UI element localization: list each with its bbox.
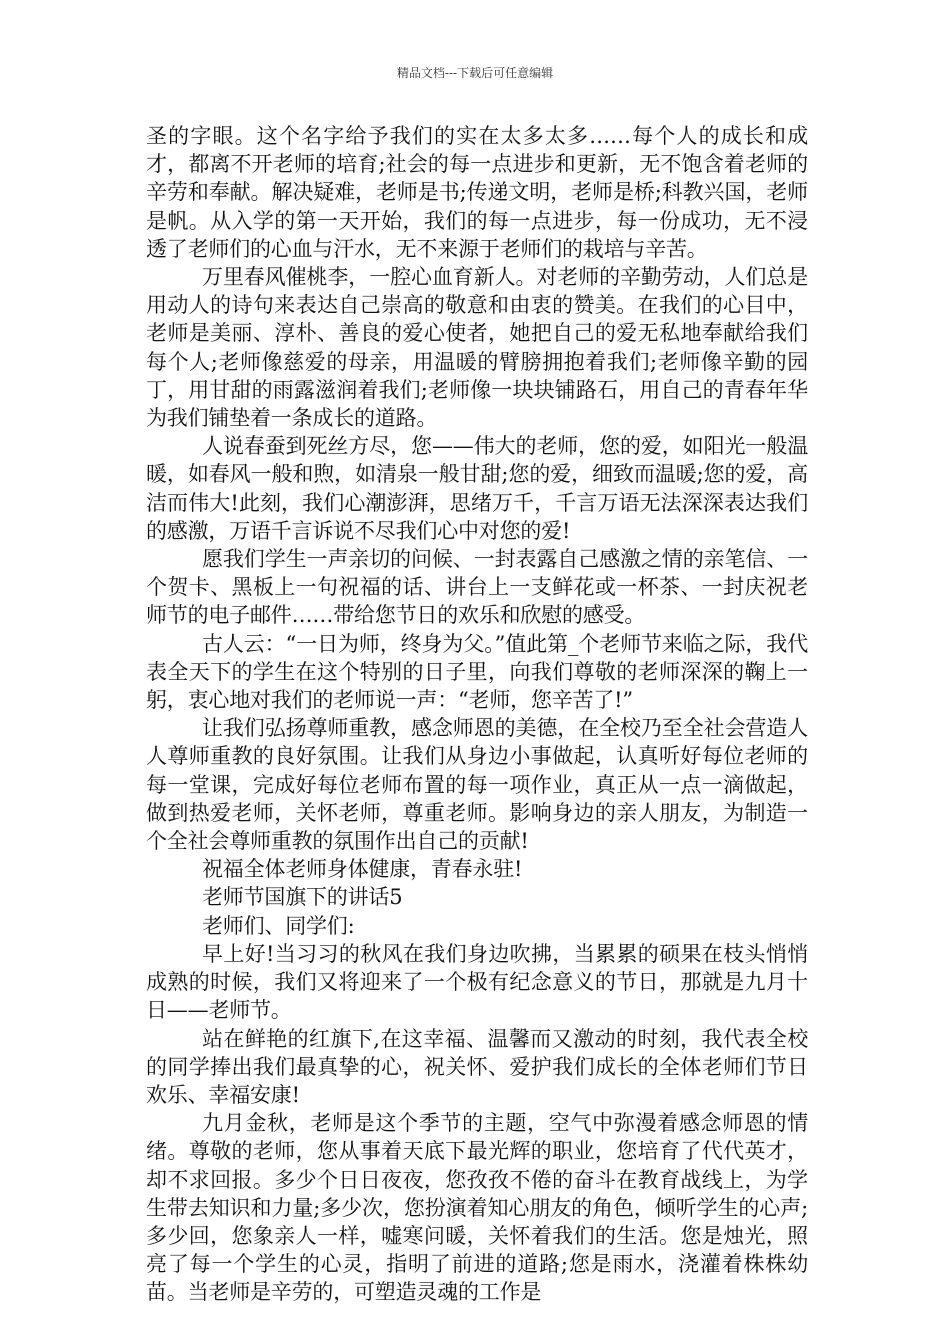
paragraph-3: 人说春蚕到死丝方尽，您——伟大的老师，您的爱，如阳光一般温暖，如春风一般和煦，如清泉一般甘甜;您的爱，细致而温暖;您的爱，高洁而伟大!此刻，我们心潮澎湃，思绪万千，千言万语无法深深表达我们的感激，万语千言诉说不尽我们心中对您的爱! xyxy=(146,434,808,543)
paragraph-7: 祝福全体老师身体健康，青春永驻! xyxy=(202,857,523,882)
paragraph-11: 站在鲜艳的红旗下,在这幸福、温馨而又激动的时刻，我代表全校的同学捧出我们最真挚的心，祝关怀、爱护我们成长的全体老师们节日欢乐、幸福安康! xyxy=(146,1026,808,1107)
paragraph-12: 九月金秋，老师是这个季节的主题，空气中弥漫着感念师恩的情绪。尊敬的老师，您从事着天底下最光辉的职业，您培育了代代英才，却不求回报。多少个日日夜夜，您孜孜不倦的奋斗在教育战线上，为学生带去知识和力量;多少次，您扮演着知心朋友的角色，倾听学生的心声;多少回，您象亲人一样，嘘寒问暖，关怀着我们的生活。您是烛光，照亮了每一个学生的心灵，指明了前进的道路;您是雨水，浇灌着株株幼苗。当老师是辛劳的，可塑造灵魂的工作是 xyxy=(146,1111,808,1305)
paragraph-5: 古人云：“一日为师，终身为父。”值此第_个老师节来临之际，我代表全天下的学生在这个特别的日子里，向我们尊敬的老师深深的鞠上一躬，衷心地对我们的老师说一声：“老师，您辛苦了!” xyxy=(146,631,808,713)
paragraph-2: 万里春风催桃李，一腔心血育新人。对老师的辛勤劳动，人们总是用动人的诗句来表达自己崇高的敬意和由衷的赞美。在我们的心目中，老师是美丽、淳朴、善良的爱心使者，她把自己的爱无私地奉献给我们每个人;老师像慈爱的母亲，用温暖的臂膀拥抱着我们;老师像辛勤的园丁，用甘甜的雨露滋润着我们;老师像一块块铺路石，用自己的青春年华为我们铺垫着一条成长的道路。 xyxy=(146,265,808,431)
paragraph-1: 圣的字眼。这个名字给予我们的实在太多太多……每个人的成长和成才，都离不开老师的培育;社会的每一点进步和更新，无不饱含着老师的辛劳和奉献。解决疑难，老师是书;传递文明，老师是桥;科教兴国，老师是帆。从入学的第一天开始，我们的每一点进步，每一份成功，无不浸透了老师们的心血与汗水，无不来源于老师们的栽培与辛苦。 xyxy=(146,124,808,261)
salutation: 老师们、同学们: xyxy=(202,913,355,938)
paragraph-4: 愿我们学生一声亲切的问候、一封表露自己感激之情的亲笔信、一个贺卡、黑板上一句祝福的话、讲台上一支鲜花或一杯茶、一封庆祝老师节的电子邮件……带给您节日的欢乐和欣慰的感受。 xyxy=(146,547,808,628)
document-body xyxy=(146,122,808,1307)
paragraph-10: 早上好!当习习的秋风在我们身边吹拂，当累累的硕果在枝头悄悄成熟的时候，我们又将迎来了一个极有纪念意义的节日，那就是九月十日——老师节。 xyxy=(146,941,808,1023)
speech-title: 老师节国旗下的讲话5 xyxy=(202,885,403,910)
paragraph-6: 让我们弘扬尊师重教，感念师恩的美德，在全校乃至全社会营造人人尊师重教的良好氛围。让我们从身边小事做起，认真听好每位老师的每一堂课，完成好每位老师布置的每一项作业，真正从一点一滴做起，做到热爱老师，关怀老师，尊重老师。影响身边的亲人朋友，为制造一个全社会尊师重教的氛围作出自己的贡献! xyxy=(146,716,808,854)
page-header: 精品文档---下载后可任意编辑 xyxy=(396,66,554,80)
